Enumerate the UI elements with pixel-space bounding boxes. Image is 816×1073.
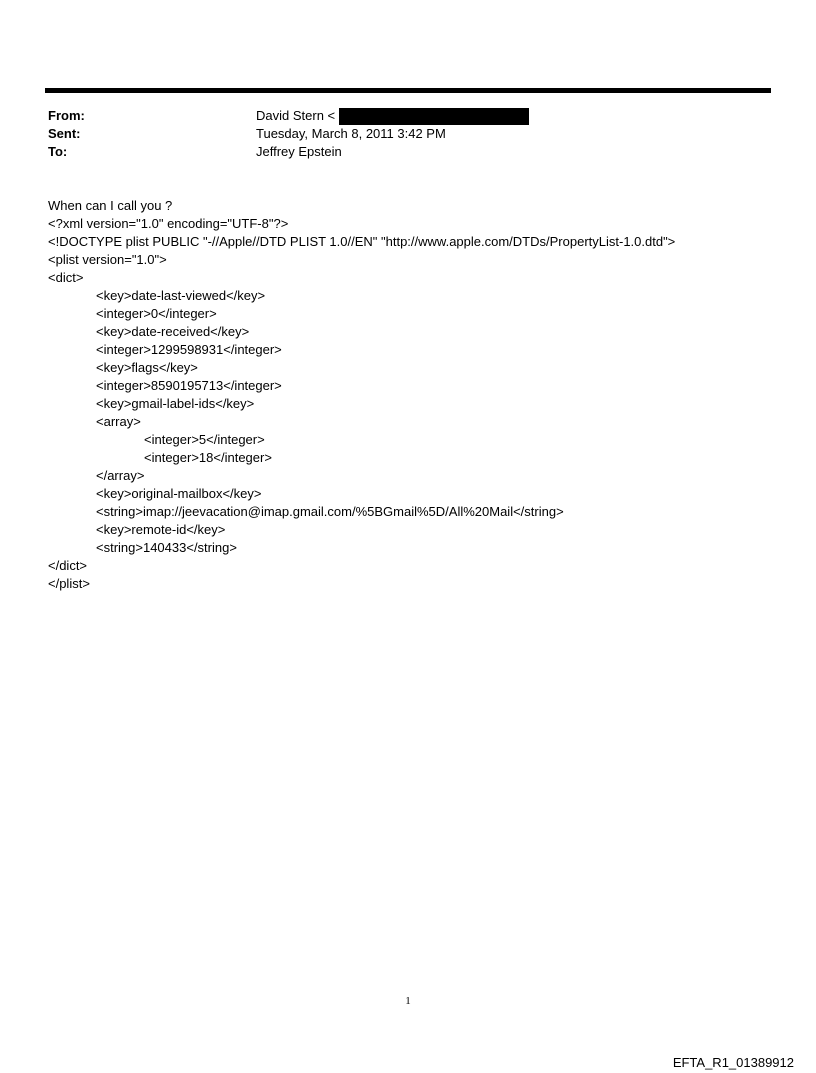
- body-line: <string>imap://jeevacation@imap.gmail.com/%5BGmail%5D/All%20Mail</string>: [96, 504, 564, 519]
- body-line: <key>original-mailbox</key>: [96, 486, 262, 501]
- body-line: </array>: [96, 468, 145, 483]
- body-line: <plist version="1.0">: [48, 252, 167, 267]
- body-line: <dict>: [48, 270, 84, 285]
- body-line: <key>remote-id</key>: [96, 522, 226, 537]
- body-line: </plist>: [48, 576, 90, 591]
- body-line: <integer>18</integer>: [144, 450, 272, 465]
- body-line: <integer>5</integer>: [144, 432, 265, 447]
- body-line: When can I call you ?: [48, 198, 173, 213]
- header-divider: [45, 88, 771, 93]
- email-body: [48, 197, 788, 593]
- from-sender: David Stern <: [256, 108, 336, 123]
- body-line: <key>date-last-viewed</key>: [96, 288, 266, 303]
- to-value: Jeffrey Epstein: [256, 144, 342, 159]
- body-line: <array>: [96, 414, 141, 429]
- to-label: To:: [48, 144, 68, 159]
- body-line: <!DOCTYPE plist PUBLIC "-//Apple//DTD PLIST 1.0//EN" "http://www.apple.com/DTDs/PropertyList-1.0.dtd">: [48, 234, 676, 249]
- body-line: <string>140433</string>: [96, 540, 237, 555]
- sent-label: Sent:: [48, 126, 81, 141]
- page-number: 1: [405, 995, 411, 1007]
- from-row: [48, 107, 748, 125]
- from-label: From:: [48, 108, 85, 123]
- body-line: </dict>: [48, 558, 88, 573]
- from-value: [256, 107, 529, 125]
- to-row: [48, 143, 748, 161]
- body-line: <integer>8590195713</integer>: [96, 378, 282, 393]
- body-line: <?xml version="1.0" encoding="UTF-8"?>: [48, 216, 289, 231]
- sent-row: [48, 125, 748, 143]
- body-line: <key>date-received</key>: [96, 324, 250, 339]
- body-line: <integer>1299598931</integer>: [96, 342, 282, 357]
- body-line: <key>gmail-label-ids</key>: [96, 396, 255, 411]
- sent-value: Tuesday, March 8, 2011 3:42 PM: [256, 126, 446, 141]
- redaction-block: [339, 108, 529, 125]
- document-id: EFTA_R1_01389912: [672, 1055, 794, 1070]
- body-line: <integer>0</integer>: [96, 306, 217, 321]
- body-line: <key>flags</key>: [96, 360, 198, 375]
